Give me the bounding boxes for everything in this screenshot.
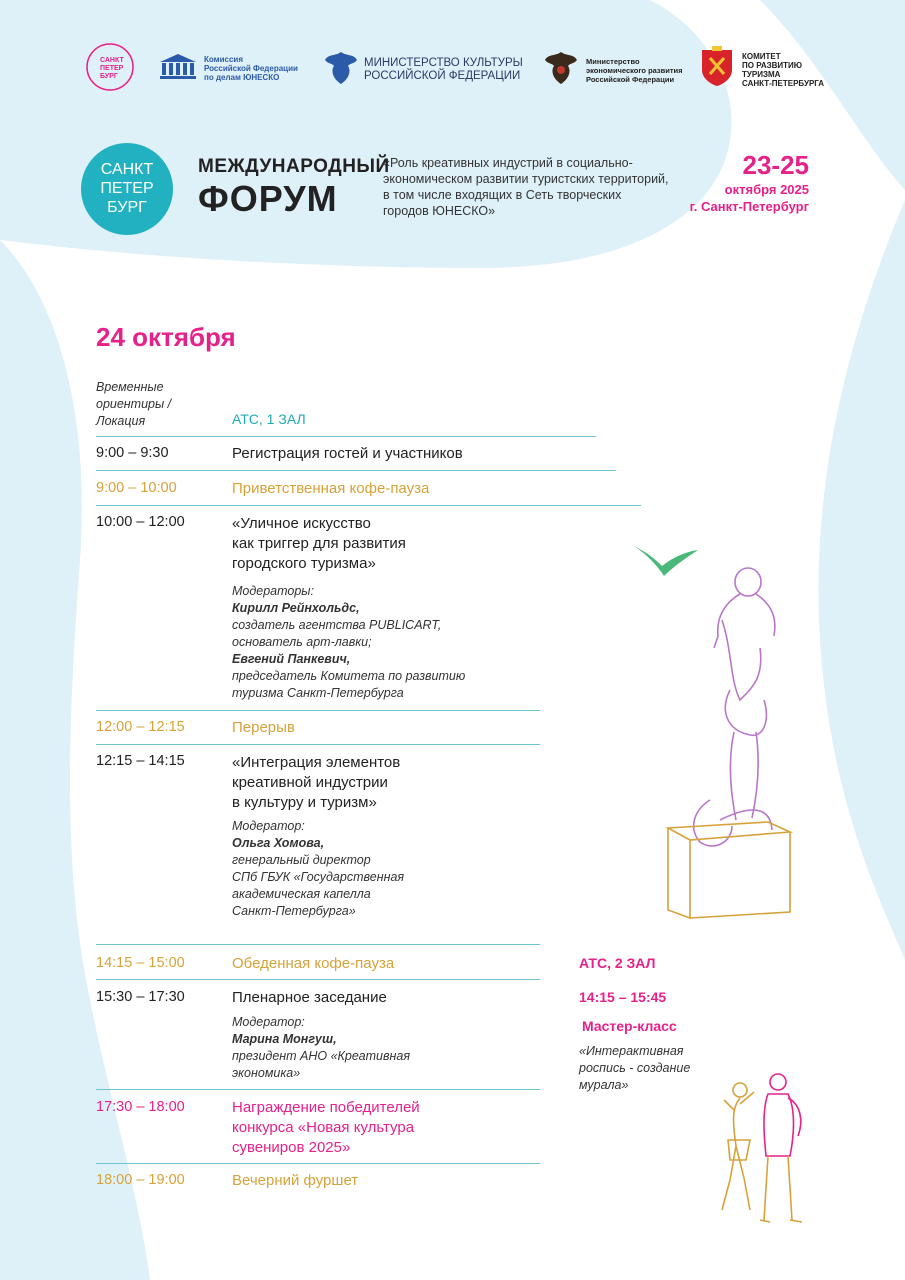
row-time: 10:00 – 12:00: [96, 514, 185, 530]
moderator-role: основатель арт-лавки;: [232, 635, 372, 649]
divider: [96, 436, 596, 437]
logo-text-line: ТУРИЗМА: [742, 70, 781, 79]
event-line: Награждение победителей: [232, 1099, 420, 1116]
logo-text-line: МИНИСТЕРСТВО КУЛЬТУРЫ: [364, 57, 523, 69]
label-line: Временные: [96, 380, 164, 394]
spb-circle-line1: САНКТ: [100, 161, 154, 178]
quote-line: городов ЮНЕСКО»: [383, 204, 496, 218]
event-line: креативной индустрии: [232, 774, 388, 791]
row-time: 17:30 – 18:00: [96, 1099, 185, 1115]
dates-range: 23-25: [742, 150, 809, 180]
logo-text-line: экономического развития: [586, 66, 683, 75]
row-event: Пленарное заседание: [232, 989, 387, 1006]
row-time: 15:30 – 17:30: [96, 989, 185, 1005]
moderator-role: президент АНО «Креативная: [232, 1049, 411, 1063]
event-line: «Уличное искусство: [232, 515, 371, 532]
row-time: 18:00 – 19:00: [96, 1172, 185, 1188]
row-time: 12:00 – 12:15: [96, 719, 185, 735]
day-heading: 24 октября: [96, 322, 236, 352]
unesco-temple-icon: [158, 52, 198, 80]
row-event: Обеденная кофе-пауза: [232, 955, 395, 972]
quote-line: «Роль креативных индустрий в социально-: [383, 156, 633, 170]
dates-month: октября 2025: [724, 182, 809, 197]
event-line: сувениров 2025»: [232, 1139, 351, 1156]
moderator-role: СПб ГБУК «Государственная: [232, 870, 405, 884]
moderator-label: Модератор:: [232, 1015, 305, 1029]
culture-ministry-text: [364, 57, 523, 83]
event-line: городского туризма»: [232, 555, 376, 572]
event-line: в культуру и туризм»: [232, 794, 377, 811]
moderator-role: экономика»: [232, 1066, 301, 1080]
hall2-title: Мастер-класс: [582, 1018, 677, 1034]
moderator-label: Модераторы:: [232, 584, 314, 598]
divider: [96, 470, 616, 471]
forum-subtitle: МЕЖДУНАРОДНЫЙ: [198, 156, 390, 177]
moderator-role: генеральный директор: [232, 853, 371, 867]
divider: [96, 1163, 540, 1164]
moderators: [232, 818, 404, 920]
row-event: Регистрация гостей и участников: [232, 445, 463, 462]
moderator-role: академическая капелла: [232, 887, 371, 901]
quote-line: экономическом развитии туристских территорий,: [383, 172, 669, 186]
row-time: 9:00 – 10:00: [96, 480, 177, 496]
spb-badge-line2: ПЕТЕР: [100, 65, 124, 72]
row-event: Перерыв: [232, 719, 295, 736]
moderator-role: туризма Санкт-Петербурга: [232, 686, 404, 700]
time-location-label: [96, 379, 171, 430]
quote-line: в том числе входящих в Сеть творческих: [383, 188, 622, 202]
venus-statue-illustration: [660, 560, 800, 920]
logo-text-line: САНКТ-ПЕТЕРБУРГА: [742, 79, 825, 88]
divider: [96, 505, 641, 506]
moderators: [232, 1014, 410, 1082]
logo-text-line: Комиссия: [204, 55, 243, 64]
divider: [96, 710, 540, 711]
divider: [96, 744, 540, 745]
unesco-commission-text: [204, 55, 298, 82]
tourists-illustration: [716, 1070, 816, 1230]
row-event: [232, 514, 406, 574]
hall2-description: [579, 1043, 690, 1094]
label-line: ориентиры /: [96, 397, 172, 411]
spb-circle-line2: ПЕТЕР: [100, 180, 154, 197]
moderator-role: создатель агентства PUBLICART,: [232, 618, 442, 632]
row-event: Вечерний фуршет: [232, 1172, 359, 1189]
moderator-label: Модератор:: [232, 819, 305, 833]
desc-line: роспись - создание: [579, 1061, 691, 1075]
divider: [96, 1089, 540, 1090]
moderator-name: Кирилл Рейнхольдс,: [232, 601, 360, 615]
forum-dates: [649, 150, 809, 215]
spb-coat-of-arms-icon: [698, 44, 736, 88]
logo-text-line: КОМИТЕТ: [742, 52, 781, 61]
event-line: «Интеграция элементов: [232, 754, 401, 771]
divider: [96, 944, 540, 945]
spb-badge-line1: САНКТ: [100, 57, 124, 64]
desc-line: мурала»: [579, 1078, 629, 1092]
hall1-label: АТС, 1 ЗАЛ: [232, 411, 306, 427]
moderator-name: Марина Монгуш,: [232, 1032, 337, 1046]
tourism-committee-text: [742, 52, 824, 88]
logo-text-line: Российской Федерации: [204, 64, 298, 73]
logo-text-line: по делам ЮНЕСКО: [204, 73, 280, 82]
spb-circle-logo: [80, 142, 174, 236]
moderators: [232, 583, 465, 702]
event-line: конкурса «Новая культура: [232, 1119, 415, 1136]
moderator-name: Евгений Панкевич,: [232, 652, 351, 666]
dates-city: г. Санкт-Петербург: [689, 199, 809, 214]
moderator-role: Санкт-Петербурга»: [232, 904, 356, 918]
row-event: [232, 1098, 420, 1158]
hall2-label: АТС, 2 ЗАЛ: [579, 955, 656, 971]
logo-text-line: Министерство: [586, 57, 640, 66]
event-line: как триггер для развития: [232, 535, 406, 552]
spb-badge-logo: [85, 42, 135, 92]
economy-ministry-eagle-icon: [542, 48, 580, 88]
row-time: 12:15 – 14:15: [96, 753, 185, 769]
logo-text-line: ПО РАЗВИТИЮ: [742, 61, 803, 70]
spb-circle-line3: БУРГ: [107, 199, 147, 216]
row-event: [232, 753, 400, 813]
forum-topic-quote: [383, 155, 669, 219]
row-time: 14:15 – 15:00: [96, 955, 185, 971]
spb-badge-line3: БУРГ: [100, 73, 118, 80]
logo-text-line: РОССИЙСКОЙ ФЕДЕРАЦИИ: [364, 70, 521, 82]
row-event: Приветственная кофе-пауза: [232, 480, 430, 497]
forum-title: ФОРУМ: [198, 178, 338, 219]
moderator-role: председатель Комитета по развитию: [232, 669, 466, 683]
desc-line: «Интерактивная: [579, 1044, 684, 1058]
row-time: 9:00 – 9:30: [96, 445, 169, 461]
label-line: Локация: [96, 414, 146, 428]
culture-ministry-eagle-icon: [322, 48, 360, 88]
hall2-time: 14:15 – 15:45: [579, 989, 667, 1005]
moderator-name: Ольга Хомова,: [232, 836, 325, 850]
economy-ministry-text: [586, 57, 683, 84]
divider: [96, 979, 540, 980]
logo-text-line: Российской Федерации: [586, 75, 675, 84]
